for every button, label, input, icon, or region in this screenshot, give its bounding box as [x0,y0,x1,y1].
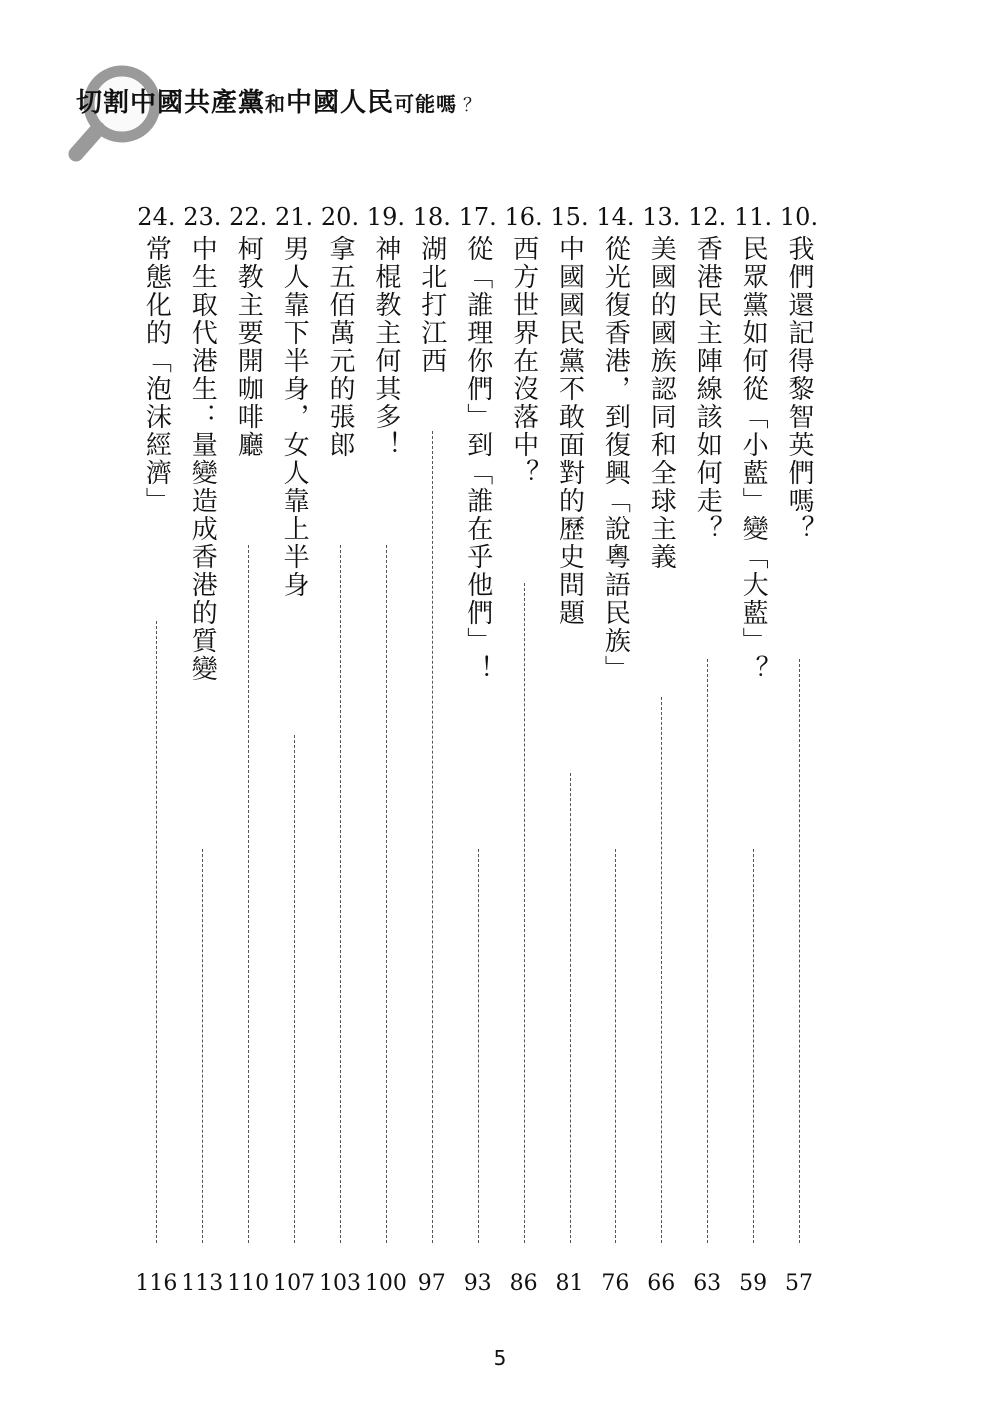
toc-entry[interactable] [597,205,633,1295]
toc-entry-title: 我們還記得黎智英們嗎？ [784,235,814,543]
toc-entry-page: 93 [463,1271,492,1296]
toc-entry-leader [294,735,295,1243]
toc-entry-page: 107 [273,1271,316,1296]
toc-entry[interactable] [181,203,224,1296]
toc-entry-page: 86 [509,1271,538,1296]
toc-entry-title: 西方世界在沒落中？ [508,235,539,487]
toc-entry-page: 66 [647,1271,676,1296]
toc-entry-page: 97 [417,1271,446,1296]
toc-entry[interactable] [781,205,817,1295]
toc-entry-title: 拿五佰萬元的張郎 [325,235,355,459]
page-number: 5 [493,1346,507,1370]
toc-entry-leader [386,545,387,1243]
toc-entry-number: 22. [229,203,268,231]
toc-entry[interactable] [506,205,542,1295]
toc-entry-page: 81 [555,1271,584,1296]
toc-entry-leader [202,849,203,1243]
toc-entry[interactable] [273,203,316,1296]
toc-entry-number: 11. [734,203,773,231]
book-title-part: 中國共產黨 [130,88,266,118]
toc-entry-title: 美國的國族認同和全球主義 [646,235,677,571]
toc-entry-title: 神棍教主何其多！ [370,235,401,459]
toc-entry-page: 76 [601,1271,630,1296]
book-title-part: 可能嗎 [394,92,458,116]
toc-entry-leader [570,773,571,1243]
toc-entry-title: 中生取代港生：量變造成香港的質變 [187,235,218,683]
toc-entry-leader [432,431,433,1243]
toc-entry-page: 113 [181,1271,224,1296]
page-header [64,60,584,170]
toc-entry-title: 中國國民黨不敢面對的歷史問題 [554,235,585,627]
toc-entry-number: 14. [596,203,635,231]
toc-entry-leader [478,849,479,1243]
toc-entry-page: 116 [135,1271,178,1296]
book-title-part: 和 [265,92,287,116]
book-title [76,90,481,116]
toc-entry-number: 18. [412,203,451,231]
toc-entry-leader [661,697,662,1243]
toc-entry-page: 103 [319,1271,361,1296]
toc-entry-number: 23. [183,203,222,231]
toc-entry[interactable] [319,203,361,1296]
toc-entry-title: 從光復香港，到復興「說粵語民族」 [600,235,631,683]
toc-entry-title: 柯教主要開咖啡廳 [233,235,264,459]
toc-entry[interactable] [689,205,725,1295]
toc-entry-page: 110 [227,1271,270,1296]
toc-entry-title: 香港民主陣線該如何走？ [692,235,723,543]
toc-entry-number: 20. [320,203,360,231]
toc-entry-title: 從「誰理你們」到「誰在乎他們」！ [462,235,493,683]
toc-entry-number: 10. [779,203,819,231]
book-title-part: 切割 [76,88,131,118]
toc-entry-title: 常態化的「泡沫經濟」 [141,235,172,515]
toc-entry[interactable] [460,205,496,1295]
toc-entry-leader [753,849,754,1243]
toc-entry-leader [156,621,157,1243]
toc-entry-page: 59 [739,1271,768,1296]
book-title-part: 中國人民 [286,88,395,118]
toc-entry-page: 63 [693,1271,722,1296]
book-title-question-mark: ？ [463,95,482,116]
toc-entry-leader [799,659,800,1243]
toc-entry-leader [524,583,525,1243]
toc-entry-number: 17. [458,203,497,231]
toc-entry-leader [615,849,616,1243]
toc-entry-title: 男人靠下半身，女人靠上半身 [279,235,310,599]
toc-entry-number: 19. [366,203,405,231]
toc-entry-number: 12. [688,203,727,231]
toc-entry[interactable] [414,205,450,1295]
toc-entry-leader [707,659,708,1243]
toc-entry-leader [340,545,341,1243]
toc-entry-title: 湖北打江西 [416,235,447,375]
toc-entry-page: 100 [364,1271,407,1296]
toc-entry[interactable] [135,203,178,1296]
toc-entry[interactable] [735,205,771,1295]
toc-entry[interactable] [227,203,270,1296]
toc-entry-number: 16. [504,203,543,231]
toc-entry-number: 13. [642,203,681,231]
toc-entry[interactable] [552,205,588,1295]
toc-entry-page: 57 [785,1271,813,1296]
toc-entry-number: 21. [275,203,314,231]
toc-entry[interactable] [643,205,679,1295]
toc-entry-number: 24. [137,203,176,231]
toc-entry[interactable] [364,203,407,1296]
toc-entry-number: 15. [550,203,589,231]
toc-entry-title: 民眾黨如何從「小藍」變「大藍」？ [738,235,769,683]
toc-entry-leader [248,545,249,1243]
